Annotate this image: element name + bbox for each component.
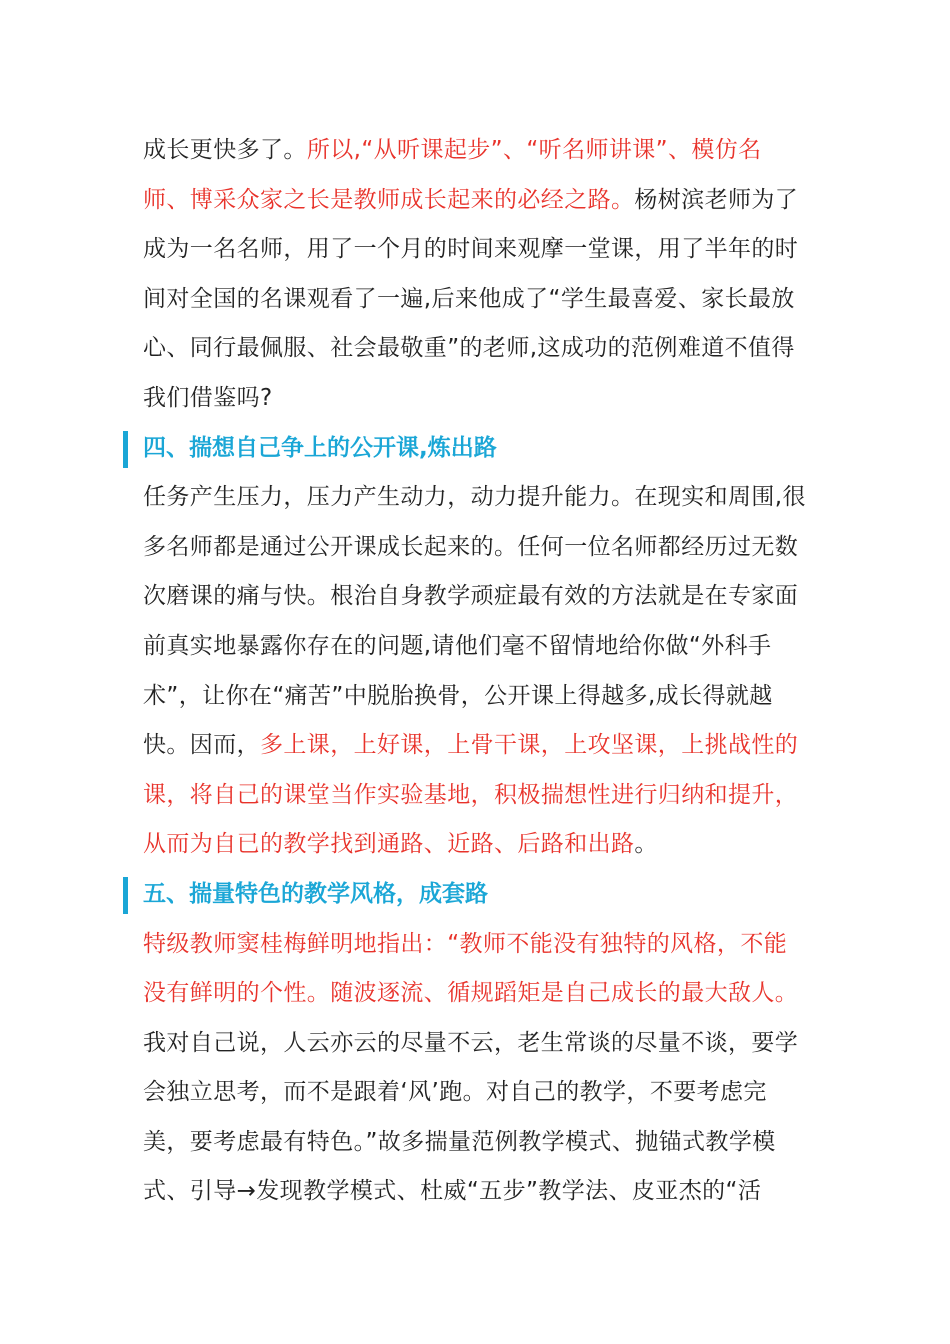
text-run: 成长更快多了。	[143, 137, 307, 163]
paragraph-line: 课，将自己的课堂当作实验基地，积极揣想性进行归纳和提升，	[143, 781, 799, 808]
highlighted-text: 多上课，上好课，上骨干课，上攻坚课，上挑战性的	[260, 732, 799, 759]
section-heading-5	[143, 870, 803, 920]
paragraph-line: 没有鲜明的个性。随波逐流、循规蹈矩是自己成长的最大敌人。	[143, 980, 799, 1007]
text-run: 。	[634, 831, 658, 858]
highlighted-text: 从而为自已的教学找到通路、近路、后路和出路	[143, 831, 635, 858]
section-heading-text: 五、揣量特色的教学风格，成套路	[143, 880, 488, 907]
heading-accent-bar	[123, 431, 128, 468]
paragraph-line	[143, 721, 803, 771]
text-run: 快。因而，	[143, 732, 260, 759]
paragraph-line: 我们借鉴吗?	[143, 384, 273, 411]
paragraph-line: 术”，让你在“痛苦”中脱胎换骨，公开课上得越多,成长得就越	[143, 682, 773, 709]
paragraph-line: 任务产生压力，压力产生动力，动力提升能力。在现实和周围,很	[143, 484, 806, 511]
paragraph-line	[143, 820, 803, 870]
paragraph-line	[143, 126, 803, 176]
paragraph-line: 成为一名名师，用了一个月的时间来观摩一堂课，用了半年的时	[143, 236, 799, 263]
paragraph-line: 我对自己说，人云亦云的尽量不云，老生常谈的尽量不谈，要学	[143, 1029, 799, 1056]
heading-accent-bar	[123, 877, 128, 914]
paragraph-line: 次磨课的痛与快。根治自身教学顽症最有效的方法就是在专家面	[143, 583, 799, 610]
text-run: 杨树滨老师为了	[634, 186, 799, 213]
paragraph-line: 心、同行最佩服、社会最敬重”的老师,这成功的范例难道不值得	[143, 335, 795, 362]
paragraph-line: 式、引导→发现教学模式、杜威“五步”教学法、皮亚杰的“活	[143, 1178, 762, 1205]
paragraph-line: 美，要考虑最有特色。”故多揣量范例教学模式、抛锚式教学模	[143, 1128, 776, 1155]
highlighted-text: 师、博采众家之长是教师成长起来的必经之路。	[143, 186, 635, 213]
paragraph-line: 特级教师窦桂梅鲜明地指出：“教师不能没有独特的风格，不能	[143, 930, 788, 957]
paragraph-line	[143, 176, 803, 226]
paragraph-line: 会独立思考，而不是跟着‘风’跑。对自己的教学，不要考虑完	[143, 1079, 767, 1106]
paragraph-line: 间对全国的名课观看了一遍,后来他成了“学生最喜爱、家长最放	[143, 285, 795, 312]
paragraph-line: 前真实地暴露你存在的问题,请他们毫不留情地给你做“外科手	[143, 632, 772, 659]
paragraph-line: 多名师都是通过公开课成长起来的。任何一位名师都经历过无数	[143, 533, 799, 560]
section-heading-4	[143, 424, 803, 474]
document-body	[143, 126, 806, 1217]
section-heading-text: 四、揣想自己争上的公开课,炼出路	[143, 434, 497, 461]
highlighted-text: 所以,“从听课起步”、“听名师讲课”、模仿名	[306, 137, 762, 163]
